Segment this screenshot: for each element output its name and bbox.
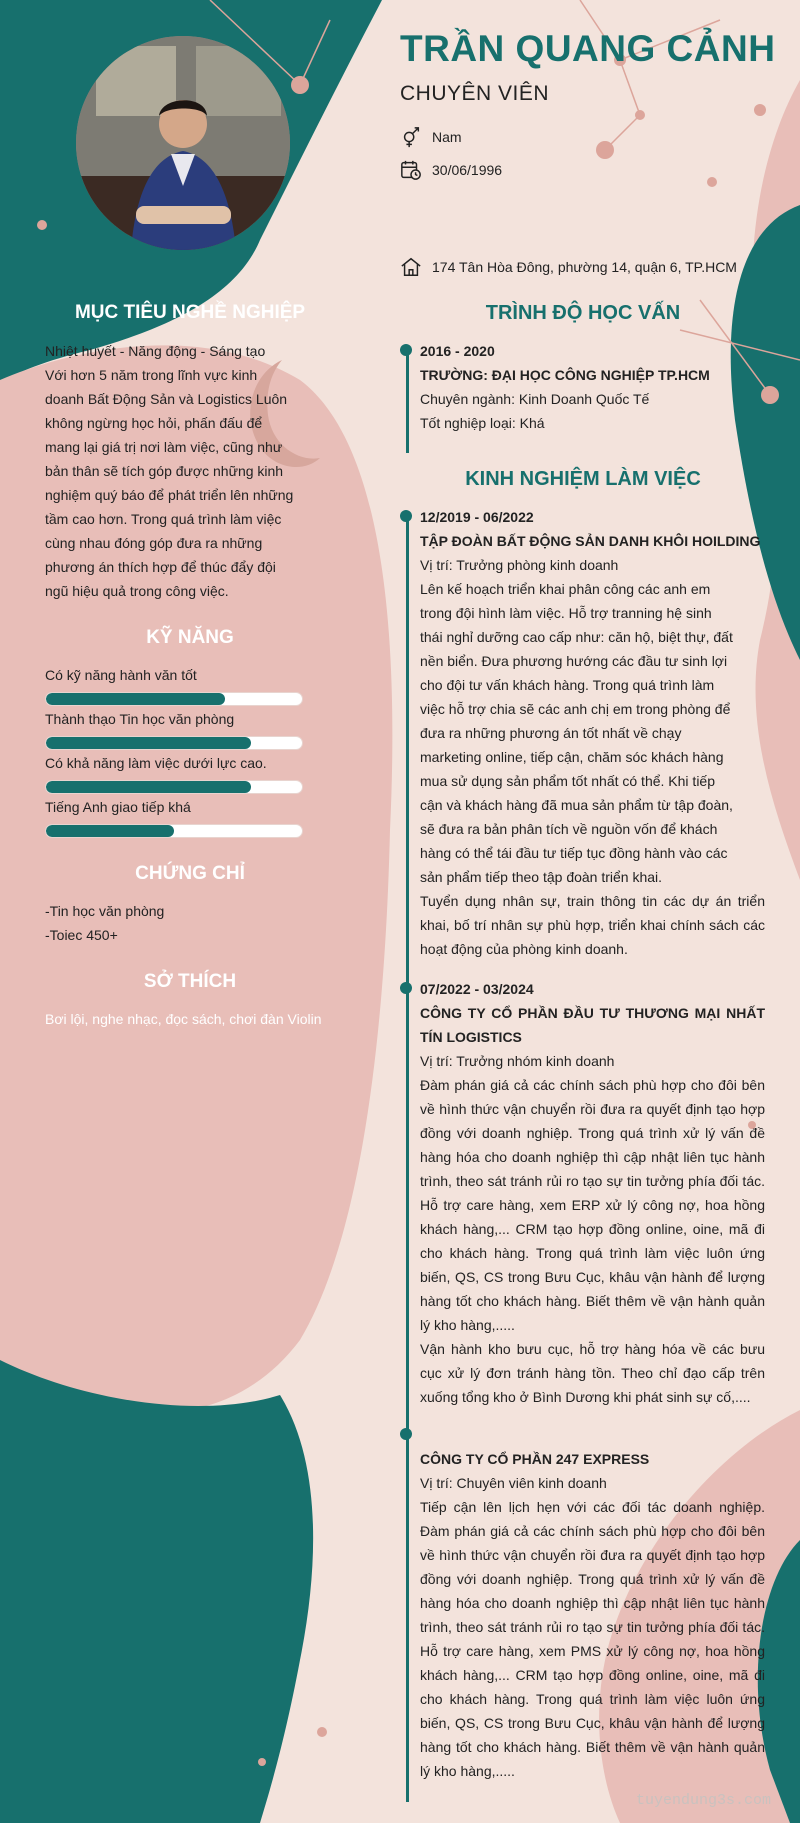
job-desc-line: sẽ đưa ra bản phân tích về nguồn vốn để khách [420,821,718,837]
job-desc-line: nền biển. Đưa phương hướng các đầu tư sinh lợi [420,653,728,669]
job-extra: Vận hành kho bưu cục, hỗ trợ hàng hóa về các bưu cục xử lý đơn tránh hàng tồn. Theo chỉ đạo cấp trên xuống tổng kho ở Bình Dương khi phát sinh sự cố,.... [420,1341,765,1405]
job-desc-line: cận và khách hàng đã mua sản phẩm từ tập đoàn, [420,797,733,813]
experience-timeline-line [406,512,409,1802]
skill-label: Có kỹ năng hành văn tốt [45,667,197,683]
hobbies-heading: SỞ THÍCH [143,971,237,992]
skills-heading: KỸ NĂNG [146,627,234,648]
objective-line: ngũ hiệu quả trong công việc. [45,583,229,599]
skill-bar-fill [46,781,251,793]
job-desc-line: Lên kế hoạch triển khai phân công các anh em [420,581,711,597]
job-company: TẬP ĐOÀN BẤT ĐỘNG SẢN DANH KHÔI HOILDING [420,533,761,549]
skill-label: Tiếng Anh giao tiếp khá [45,799,191,815]
education-block [420,339,765,435]
objective-line: doanh Bất Động Sản và Logistics Luôn [45,391,288,407]
calendar-icon [400,159,422,181]
objective-line: cùng nhau đóng góp đưa ra những [45,535,263,551]
education-timeline-line [406,350,409,453]
certificates-list [45,899,295,947]
job-desc-line: thái nghỉ dưỡng cao cấp như: căn hộ, biệt thự, đất [420,629,733,645]
job-desc-line: mua sử dụng sản phẩm tốt nhất có thể. Khi tiếp [420,773,715,789]
job-block [420,1447,765,1783]
experience-heading: KINH NGHIỆM LÀM VIỆC [465,468,701,490]
objective-line: Với hơn 5 năm trong lĩnh vực kinh [45,367,258,383]
job-period: 07/2022 - 03/2024 [420,981,534,997]
gender-value: Nam [432,129,462,145]
experience-timeline-dot [400,982,412,994]
address-value: 174 Tân Hòa Đông, phường 14, quận 6, TP.HCM [432,259,737,275]
job-company: CÔNG TY CỔ PHẦN 247 EXPRESS [420,1451,650,1467]
education-major: Chuyên ngành: Kinh Doanh Quốc Tế [420,391,650,407]
gender-icon [400,126,422,148]
objective-line: phương án thích hợp để thúc đẩy đội [45,559,276,575]
job-block [420,977,765,1409]
job-desc-line: marketing online, tiếp cận, chăm sóc khách hàng [420,749,724,765]
objective-line: bản thân sẽ tích góp được những kinh [45,463,284,479]
skill-bar [45,692,303,706]
skill-bar [45,780,303,794]
hobbies-text: Bơi lội, nghe nhạc, đọc sách, chơi đàn Violin [45,1011,322,1027]
job-company: CÔNG TY CỔ PHẦN ĐẦU TƯ THƯƠNG MẠI NHẤT TÍN LOGISTICS [420,1005,765,1045]
job-desc-line: sản phẩm tiếp theo tập đoàn triển khai. [420,869,663,885]
experience-timeline-dot [400,510,412,522]
candidate-name: TRẦN QUANG CẢNH [400,28,776,69]
certificate-item: -Toiec 450+ [45,927,118,943]
skill-bar-fill [46,693,225,705]
job-position: Vị trí: Trưởng phòng kinh doanh [420,557,619,573]
objective-line: nghiệm quý báo để phát triển lên những [45,487,294,503]
skill-bar [45,824,303,838]
objective-line: mang lại giá trị nơi làm việc, cũng như [45,439,283,455]
watermark: tuyendung3s.com [636,1792,772,1809]
job-period: 12/2019 - 06/2022 [420,509,534,525]
candidate-title: CHUYÊN VIÊN [400,82,550,105]
profile-photo [76,36,290,250]
objective-line: không ngừng học hỏi, phấn đấu để [45,415,263,431]
job-desc: Tiếp cận lên lịch hẹn với các đối tác doanh nghiệp. Đàm phán giá cả các chính sách phù hợp cho đôi bên về hình thức vận chuyển rồi đưa ra quyết định tạo hợp đồng với doanh nghiệp. Trong quá trình xử lý vấn đề hàng hóa cho doanh nghiệp thì cập nhật liên tục hành trình, theo sát tránh rủi ro tạo sự tin tưởng phía đối tác. Hỗ trợ care hàng, xem PMS xử lý công nợ, hoa hồng khách hàng,... CRM tạo hợp đồng online, oine, mã đi cho khách hàng. Trong quá trình làm việc luôn ứng biến, QS, CS trong Bưu Cục, khâu vận hành để lượng hàng tốt cho khách hàng. Biết thêm về vận hành quản lý kho hàng,..... [420,1499,765,1779]
objective-line: Nhiệt huyết - Năng động - Sáng tạo [45,343,266,359]
education-school: TRƯỜNG: ĐẠI HỌC CÔNG NGHIỆP TP.HCM [420,367,710,383]
gender-row [400,124,462,150]
education-timeline-dot [400,344,412,356]
job-desc-line: việc hỗ trợ chia sẽ các anh chị em trong phòng để [420,701,731,717]
job-desc-line: hàng có thể tái đầu tư tiếp tục đồng hành vào các [420,845,728,861]
job-position: Vị trí: Trưởng nhóm kinh doanh [420,1053,615,1069]
objective-heading: MỤC TIÊU NGHỀ NGHIỆP [74,302,306,323]
education-period: 2016 - 2020 [420,343,495,359]
job-position: Vị trí: Chuyên viên kinh doanh [420,1475,607,1491]
job-desc-line: trong đội hình làm việc. Hỗ trợ tranning hệ sinh [420,605,712,621]
skill-label: Có khả năng làm việc dưới lực cao. [45,755,267,771]
objective-line: tầm cao hơn. Trong quá trình làm việc [45,511,282,527]
education-heading: TRÌNH ĐỘ HỌC VẤN [485,302,681,324]
dob-row [400,157,502,183]
experience-timeline-dot [400,1428,412,1440]
job-desc: Đàm phán giá cả các chính sách phù hợp cho đôi bên về hình thức vận chuyển rồi đưa ra quyết định tạo hợp đồng với doanh nghiệp. Trong quá trình xử lý vấn đề hàng hóa cho doanh nghiệp thì cập nhật liên tục hành trình, theo sát tránh rủi ro tạo sự tin tưởng phía đối tác. Hỗ trợ care hàng, xem ERP xử lý công nợ, hoa hồng khách hàng,... CRM tạo hợp đồng online, oine, mã đi cho khách hàng. Trong quá trình làm việc luôn ứng biến, QS, CS trong Bưu Cục, khâu vận hành để lượng hàng tốt cho khách hàng. Biết thêm về vận hành quản lý kho hàng,..... [420,1077,765,1333]
job-desc-line: cho đội tư vấn khách hàng. Trong quá trình làm [420,677,715,693]
certificates-heading: CHỨNG CHỈ [135,863,245,884]
objective-text [45,339,305,603]
job-block [420,505,765,961]
skill-bar-fill [46,737,251,749]
address-row [400,254,737,280]
job-extra: Tuyển dụng nhân sự, train thông tin các dự án triển khai, bố trí nhân sự phù hợp, triển khai chính sách các hoạt động của phòng kinh doanh. [420,893,765,957]
skill-bar-fill [46,825,174,837]
home-icon [400,256,422,278]
skill-label: Thành thạo Tin học văn phòng [45,711,235,727]
certificate-item: -Tin học văn phòng [45,903,165,919]
education-grade: Tốt nghiệp loại: Khá [420,415,545,431]
dob-value: 30/06/1996 [432,162,503,178]
job-desc-line: đưa ra những phương án tốt nhất về chạy [420,725,682,741]
skill-bar [45,736,303,750]
